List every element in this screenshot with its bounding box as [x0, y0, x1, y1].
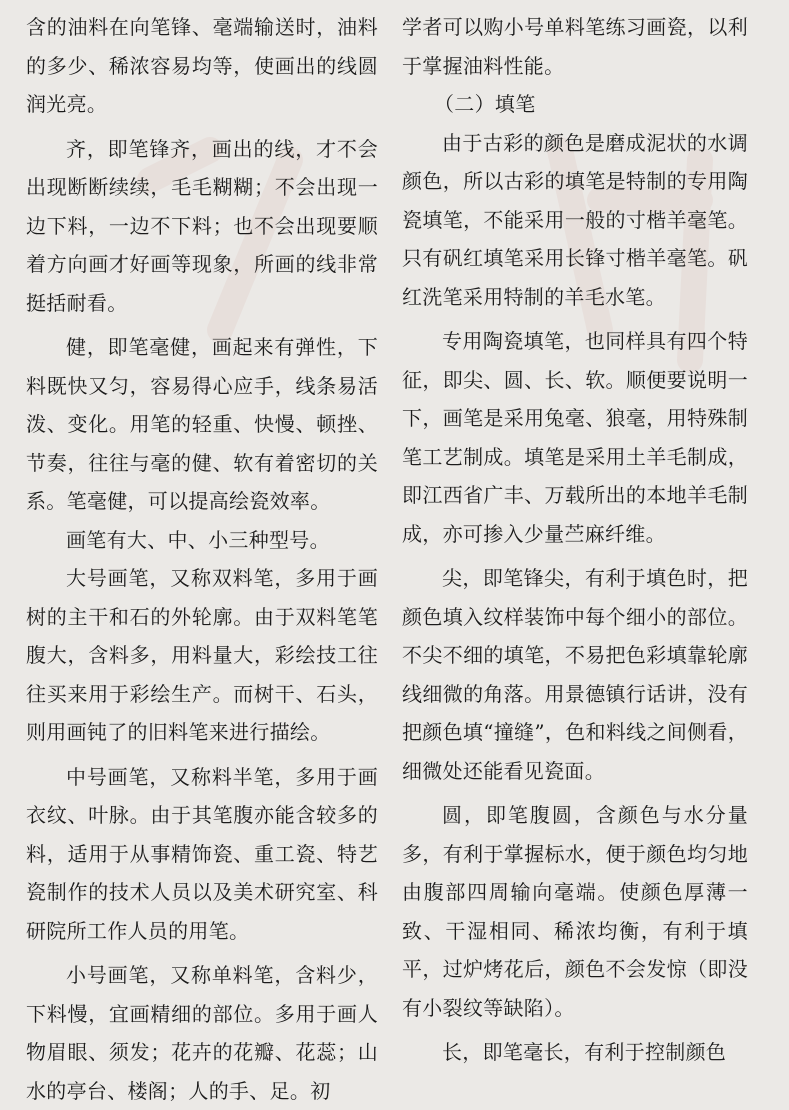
right-paragraph-5: 圆，即笔腹圆，含颜色与水分量多，有利于掌握标水，便于颜色均匀地由腹部四周输向毫端。使颜色厚薄一致、干湿相同、稀浓均衡，有利于填平，过炉烤花后，颜色不会发惊（即没有小裂纹等缺陷）。 — [402, 803, 748, 1020]
left-paragraph-4: 画笔有大、中、小三种型号。 — [66, 527, 330, 552]
left-paragraph-5: 大号画笔，又称双料笔，多用于画树的主干和石的外轮廓。由于双料笔笔腹大，含料多，用料量大，彩绘技工往往买来用于彩绘生产。而树干、石头，则用画钝了的旧料笔来进行描绘。 — [26, 566, 378, 744]
left-paragraph-7: 小号画笔，又称单料笔，含料少，下料慢，宜画精细的部位。多用于画人物眉眼、须发；花卉的花瓣、花蕊；山水的亭台、楼阁；人的手、足。初 — [26, 963, 378, 1103]
right-paragraph-1: 学者可以购小号单料笔练习画瓷，以利于掌握油料性能。 — [402, 15, 748, 78]
left-column — [26, 8, 378, 1110]
left-paragraph-1: 含的油料在向笔锋、毫端输送时，油料的多少、稀浓容易均等，使画出的线圆润光亮。 — [26, 15, 378, 116]
left-paragraph-3: 健，即笔毫健，画起来有弹性，下料既快又匀，容易得心应手，线条易活泼、变化。用笔的轻重、快慢、顿挫、节奏，往往与毫的健、软有着密切的关系。笔毫健，可以提高绘瓷效率。 — [26, 335, 378, 513]
right-paragraph-3: 专用陶瓷填笔，也同样具有四个特征，即尖、圆、长、软。顺便要说明一下，画笔是采用兔毫、狼毫，用特殊制笔工艺制成。填笔是采用土羊毛制成，即江西省广丰、万载所出的本地羊毛制成，亦可掺入少量苎麻纤维。 — [402, 329, 748, 546]
section-heading: （二）填笔 — [434, 92, 536, 116]
left-paragraph-2: 齐，即笔锋齐，画出的线，才不会出现断断续续，毛毛糊糊；不会出现一边下料，一边不下料；也不会出现要顺着方向画才好画等现象，所画的线非常挺括耐看。 — [26, 136, 378, 315]
right-paragraph-2: 由于古彩的颜色是磨成泥状的水调颜色，所以古彩的填笔是特制的专用陶瓷填笔，不能采用一般的寸楷羊毫笔。只有矾红填笔采用长锋寸楷羊毫笔。矾红洗笔采用特制的羊毛水笔。 — [402, 130, 748, 309]
left-paragraph-6: 中号画笔，又称料半笔，多用于画衣纹、叶脉。由于其笔腹亦能含较多的料，适用于从事精饰瓷、重工瓷、特艺瓷制作的技术人员以及美术研究室、科研院所工作人员的用笔。 — [26, 764, 378, 943]
right-paragraph-6: 长，即笔毫长，有利于控制颜色 — [442, 1040, 727, 1064]
right-column — [402, 8, 748, 1072]
right-paragraph-4: 尖，即笔锋尖，有利于填色时，把颜色填入纹样装饰中每个细小的部位。不尖不细的填笔，不易把色彩填靠轮廓线细微的角落。用景德镇行话讲，没有把颜色填“撞缝”，色和料线之间侧看，细微处还能看见瓷面。 — [402, 566, 748, 783]
